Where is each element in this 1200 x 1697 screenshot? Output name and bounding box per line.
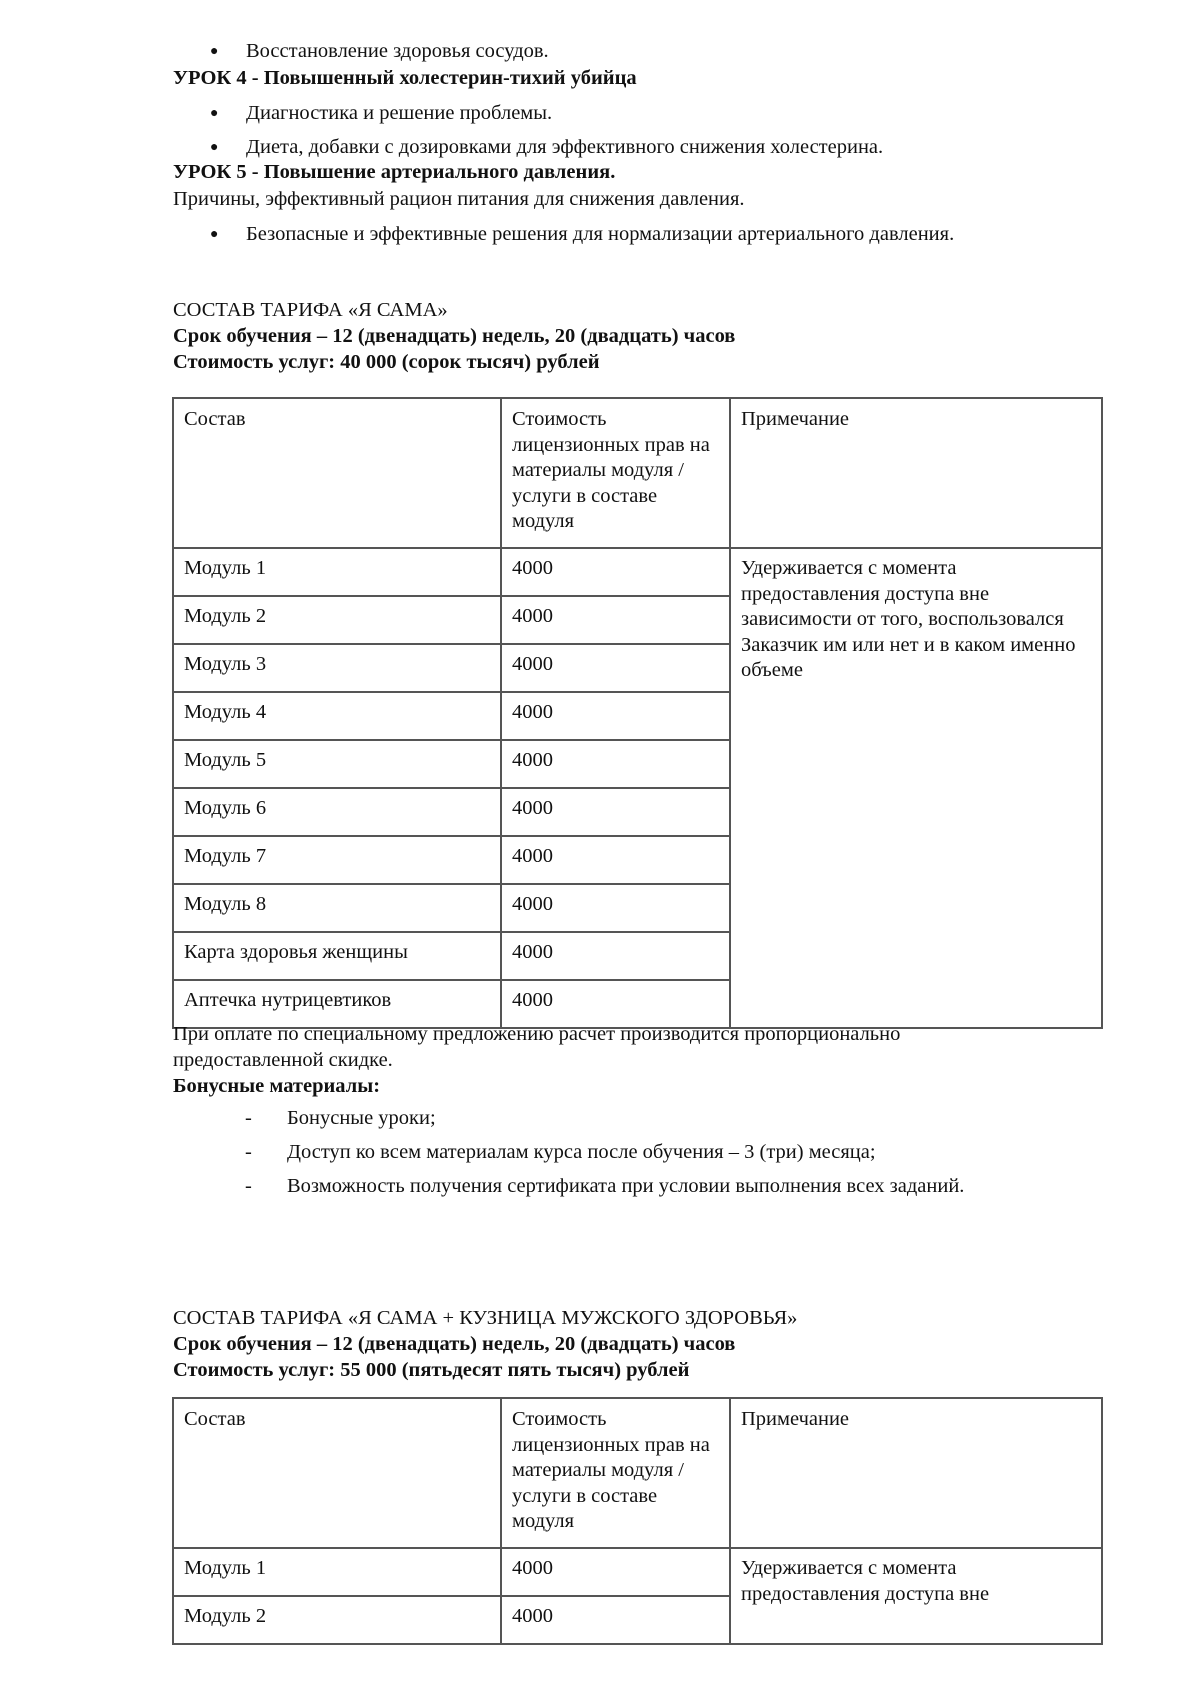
bonus-list-item: - Бонусные уроки; — [245, 1107, 436, 1129]
lesson-5-description: Причины, эффективный рацион питания для снижения давления. — [173, 188, 745, 210]
bonus-list-item: - Возможность получения сертификата при условии выполнения всех заданий. — [245, 1175, 965, 1197]
discount-note-line-2: предоставленной скидке. — [173, 1049, 393, 1071]
list-item: ● Безопасные и эффективные решения для нормализации артериального давления. — [210, 221, 954, 248]
cell-name: Модуль 8 — [173, 884, 501, 932]
cell-name: Модуль 5 — [173, 740, 501, 788]
cell-name: Модуль 2 — [173, 1596, 501, 1644]
cell-note: Удерживается с момента предоставления доступа вне — [730, 1548, 1102, 1644]
list-item: ● Диагностика и решение проблемы. — [210, 100, 552, 127]
cell-name: Модуль 1 — [173, 1548, 501, 1596]
tariff-composition-table — [172, 1397, 1103, 1645]
column-header-cost: Стоимость лицензионных прав на материалы модуля / услуги в составе модуля — [501, 398, 730, 548]
cell-name: Аптечка нутрицевтиков — [173, 980, 501, 1028]
cell-cost: 4000 — [501, 644, 730, 692]
tariff-duration: Срок обучения – 12 (двенадцать) недель, 20 (двадцать) часов — [173, 1333, 736, 1355]
cell-cost: 4000 — [501, 548, 730, 596]
cell-cost: 4000 — [501, 788, 730, 836]
lesson-5-heading: УРОК 5 - Повышение артериального давления. — [173, 161, 616, 183]
table-row — [173, 548, 1102, 596]
bullet-icon: ● — [210, 140, 219, 155]
cell-name: Модуль 3 — [173, 644, 501, 692]
column-header-note: Примечание — [730, 398, 1102, 548]
cell-cost: 4000 — [501, 692, 730, 740]
cell-name: Модуль 2 — [173, 596, 501, 644]
cell-cost: 4000 — [501, 836, 730, 884]
dash-icon: - — [245, 1107, 252, 1129]
cell-cost: 4000 — [501, 980, 730, 1028]
cell-name: Карта здоровья женщины — [173, 932, 501, 980]
bonus-materials-heading: Бонусные материалы: — [173, 1075, 381, 1097]
cell-name: Модуль 7 — [173, 836, 501, 884]
lesson-4-heading: УРОК 4 - Повышенный холестерин-тихий убийца — [173, 67, 637, 89]
tariff-composition-table — [172, 397, 1103, 1029]
cell-cost: 4000 — [501, 1548, 730, 1596]
dash-icon: - — [245, 1141, 252, 1163]
tariff-price: Стоимость услуг: 55 000 (пятьдесят пять тысяч) рублей — [173, 1359, 690, 1381]
cell-name: Модуль 6 — [173, 788, 501, 836]
tariff-title: СОСТАВ ТАРИФА «Я САМА + КУЗНИЦА МУЖСКОГО ЗДОРОВЬЯ» — [173, 1307, 798, 1329]
cell-name: Модуль 4 — [173, 692, 501, 740]
cell-note: Удерживается с момента предоставления доступа вне зависимости от того, воспользовался Заказчик им или нет и в каком именно объеме — [730, 548, 1102, 1028]
cell-cost: 4000 — [501, 740, 730, 788]
cell-cost: 4000 — [501, 932, 730, 980]
bullet-icon: ● — [210, 106, 219, 121]
cell-name: Модуль 1 — [173, 548, 501, 596]
list-item: ● Диета, добавки с дозировками для эффективного снижения холестерина. — [210, 134, 883, 161]
bonus-list-item: - Доступ ко всем материалам курса после обучения – 3 (три) месяца; — [245, 1141, 876, 1163]
column-header-cost: Стоимость лицензионных прав на материалы модуля / услуги в составе модуля — [501, 1398, 730, 1548]
cell-cost: 4000 — [501, 884, 730, 932]
column-header-composition: Состав — [173, 398, 501, 548]
cell-cost: 4000 — [501, 1596, 730, 1644]
column-header-note: Примечание — [730, 1398, 1102, 1548]
cell-cost: 4000 — [501, 596, 730, 644]
dash-icon: - — [245, 1175, 252, 1197]
discount-note-line-1: При оплате по специальному предложению расчет производится пропорционально — [173, 1023, 901, 1045]
tariff-price: Стоимость услуг: 40 000 (сорок тысяч) рублей — [173, 351, 600, 373]
tariff-duration: Срок обучения – 12 (двенадцать) недель, 20 (двадцать) часов — [173, 325, 736, 347]
tariff-title: СОСТАВ ТАРИФА «Я САМА» — [173, 299, 448, 321]
table-header-row — [173, 398, 1102, 548]
list-item: ● Восстановление здоровья сосудов. — [210, 38, 549, 65]
table-header-row — [173, 1398, 1102, 1548]
bullet-icon: ● — [210, 227, 219, 242]
bullet-icon: ● — [210, 44, 219, 59]
table-row — [173, 1548, 1102, 1596]
column-header-composition: Состав — [173, 1398, 501, 1548]
